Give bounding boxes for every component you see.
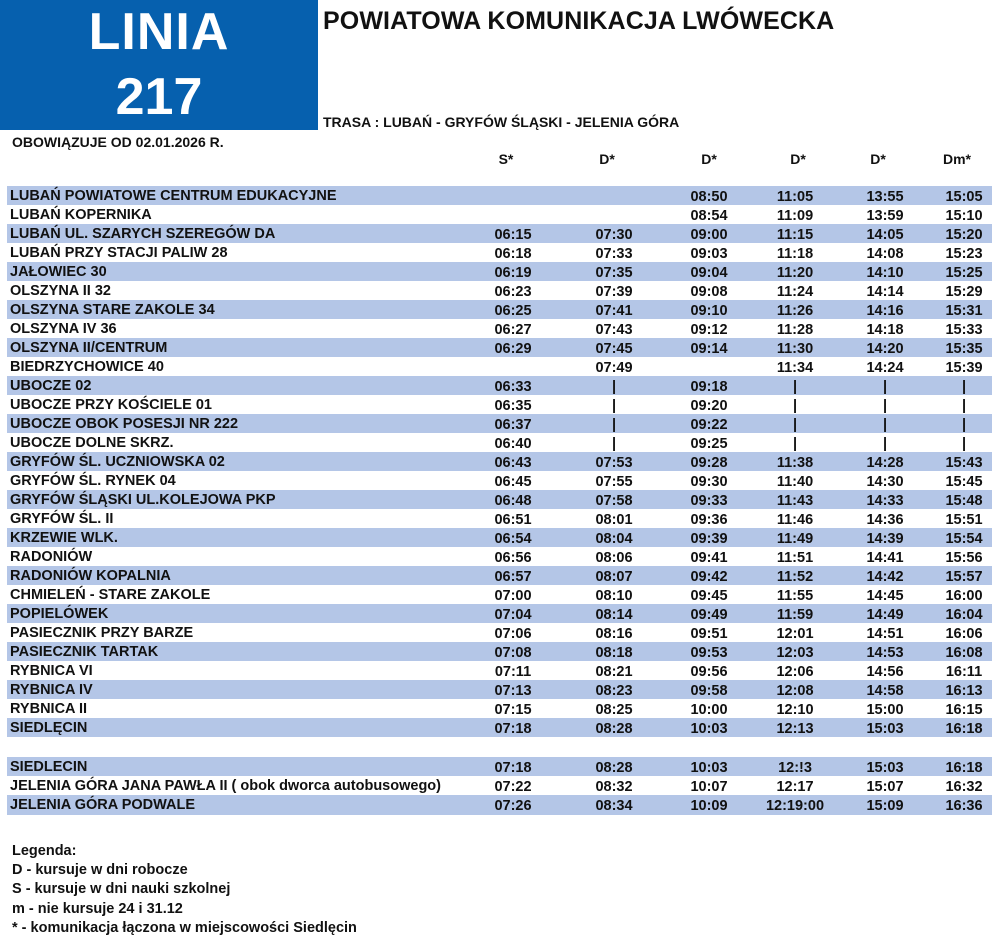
departure-time: 07:49: [595, 360, 633, 377]
table-row: [7, 528, 992, 547]
departure-time: 15:48: [945, 493, 983, 510]
departure-time: 07:11: [494, 664, 532, 681]
departure-time: 15:43: [945, 455, 983, 472]
departure-time: 15:03: [866, 721, 904, 738]
departure-time: 15:45: [945, 474, 983, 491]
departure-time: 15:00: [866, 702, 904, 719]
departure-time: 09:12: [690, 322, 728, 339]
departure-time: 15:51: [945, 512, 983, 529]
departure-time: 09:39: [690, 531, 728, 548]
departure-time: 16:15: [945, 702, 983, 719]
departure-time: 13:55: [866, 189, 904, 205]
stop-name: LUBAŃ POWIATOWE CENTRUM EDUKACYJNE: [10, 188, 337, 204]
departure-time: 08:21: [595, 664, 633, 681]
departure-time: 14:53: [866, 645, 904, 662]
table-row: [7, 547, 992, 566]
departure-time: 08:16: [595, 626, 633, 643]
stop-name: GRYFÓW ŚL. II: [10, 511, 114, 528]
departure-time: 08:07: [595, 569, 633, 586]
stop-name: OLSZYNA II 32: [10, 283, 111, 300]
departure-time: 14:24: [866, 360, 904, 377]
departure-time: 14:18: [866, 322, 904, 339]
stop-name: OLSZYNA STARE ZAKOLE 34: [10, 302, 215, 319]
departure-time: 07:39: [595, 284, 633, 301]
legend: [12, 842, 357, 935]
table-row: [7, 357, 992, 376]
stop-name: RADONIÓW: [10, 549, 93, 566]
departure-time: 07:43: [595, 322, 633, 339]
departure-time: 14:45: [866, 588, 904, 605]
departure-time: 06:45: [494, 474, 532, 491]
departure-time: 07:58: [595, 493, 633, 510]
departure-time: 07:08: [494, 645, 532, 662]
table-row: [7, 414, 992, 433]
departure-time: 09:33: [690, 493, 728, 510]
departure-time: 11:43: [776, 493, 814, 510]
departure-time: 09:51: [690, 626, 728, 643]
departure-time: |: [611, 379, 617, 396]
departure-time: 12:13: [776, 721, 814, 738]
table-row: [7, 680, 992, 699]
departure-time: 15:33: [945, 322, 983, 339]
stop-name: LUBAŃ KOPERNIKA: [10, 207, 152, 224]
departure-time: 06:43: [494, 455, 532, 472]
departure-time: 14:10: [866, 265, 904, 282]
departure-time: 15:07: [866, 779, 904, 796]
departure-time: 12:03: [776, 645, 814, 662]
departure-time: 06:54: [494, 531, 532, 548]
departure-time: 16:06: [945, 626, 983, 643]
departure-time: |: [961, 417, 967, 434]
line-number-badge: [0, 0, 318, 130]
departure-time: 11:38: [776, 455, 814, 472]
table-row: [7, 642, 992, 661]
departure-time: 14:56: [866, 664, 904, 681]
stop-name: PASIECZNIK TARTAK: [10, 644, 159, 661]
table-row: [7, 471, 992, 490]
departure-time: 09:28: [690, 455, 728, 472]
departure-time: 11:40: [776, 474, 814, 491]
departure-time: 12:17: [776, 779, 814, 796]
table-row: [7, 300, 992, 319]
stop-name: SIEDLECIN: [10, 759, 88, 776]
departure-time: 16:00: [945, 588, 983, 605]
departure-time: 06:18: [494, 246, 532, 263]
departure-time: 06:35: [494, 398, 532, 415]
departure-time: 11:34: [776, 360, 814, 377]
departure-time: 10:00: [690, 702, 728, 719]
departure-time: 06:25: [494, 303, 532, 320]
stop-name: RADONIÓW KOPALNIA: [10, 568, 171, 585]
departure-time: |: [882, 436, 888, 453]
departure-time: 08:14: [595, 607, 633, 624]
departure-time: |: [882, 417, 888, 434]
departure-time: |: [961, 398, 967, 415]
departure-time: 09:49: [690, 607, 728, 624]
legend-item: * - komunikacja łączona w miejscowości Siedlęcin: [12, 919, 357, 935]
stop-name: UBOCZE PRZY KOŚCIELE 01: [10, 397, 212, 414]
departure-time: 11:28: [776, 322, 814, 339]
departure-time: 09:20: [690, 398, 728, 415]
departure-time: 09:58: [690, 683, 728, 700]
departure-time: 11:26: [776, 303, 814, 320]
table-row: [7, 376, 992, 395]
departure-time: 07:53: [595, 455, 633, 472]
departure-time: |: [792, 417, 798, 434]
departure-time: 09:53: [690, 645, 728, 662]
departure-time: 06:48: [494, 493, 532, 510]
departure-time: 09:22: [690, 417, 728, 434]
departure-time: 15:57: [945, 569, 983, 586]
departure-time: 14:20: [866, 341, 904, 358]
departure-time: 06:40: [494, 436, 532, 453]
valid-from-label: OBOWIĄZUJE OD 02.01.2026 R.: [12, 134, 224, 150]
departure-time: 07:04: [494, 607, 532, 624]
departure-time: 14:51: [866, 626, 904, 643]
departure-time: 15:31: [945, 303, 983, 320]
departure-time: 16:36: [945, 798, 983, 815]
departure-time: 07:22: [494, 779, 532, 796]
departure-time: 08:54: [690, 208, 728, 225]
departure-time: 11:24: [776, 284, 814, 301]
departure-time: 07:00: [494, 588, 532, 605]
table-row: [7, 338, 992, 357]
departure-time: 15:35: [945, 341, 983, 358]
departure-time: 07:55: [595, 474, 633, 491]
departure-time: 12:19:00: [765, 798, 825, 815]
departure-time: 14:08: [866, 246, 904, 263]
departure-time: 15:20: [945, 227, 983, 244]
departure-time: 08:34: [595, 798, 633, 815]
departure-time: 14:36: [866, 512, 904, 529]
departure-time: 06:37: [494, 417, 532, 434]
departure-time: |: [792, 379, 798, 396]
stop-name: LUBAŃ UL. SZARYCH SZEREGÓW DA: [10, 226, 276, 243]
table-row: [7, 566, 992, 585]
departure-time: 12:!3: [778, 760, 812, 777]
table-row: [7, 186, 992, 205]
stop-name: POPIELÓWEK: [10, 606, 109, 623]
stop-name: JELENIA GÓRA PODWALE: [10, 797, 196, 814]
table-row: [7, 395, 992, 414]
departure-time: 11:55: [776, 588, 814, 605]
stop-name: JAŁOWIEC 30: [10, 264, 107, 281]
departure-time: 11:52: [776, 569, 814, 586]
departure-time: 08:06: [595, 550, 633, 567]
table-row: [7, 623, 992, 642]
departure-time: 07:13: [494, 683, 532, 700]
departure-time: 06:51: [494, 512, 532, 529]
departure-time: 07:18: [494, 721, 532, 738]
departure-time: 09:41: [690, 550, 728, 567]
departure-time: 14:41: [866, 550, 904, 567]
departure-time: 07:33: [595, 246, 633, 263]
departure-time: 09:03: [690, 246, 728, 263]
departure-time: 06:29: [494, 341, 532, 358]
departure-time: 16:18: [945, 760, 983, 777]
departure-time: |: [882, 398, 888, 415]
departure-time: 06:23: [494, 284, 532, 301]
departure-time: 09:00: [690, 227, 728, 244]
departure-time: 07:45: [595, 341, 633, 358]
departure-time: 07:30: [595, 227, 633, 244]
departure-time: 15:03: [866, 760, 904, 777]
stop-name: LUBAŃ PRZY STACJI PALIW 28: [10, 245, 228, 262]
column-header: Dm*: [942, 151, 971, 167]
departure-time: 11:51: [776, 550, 814, 567]
departure-time: 10:03: [690, 721, 728, 738]
departure-time: 14:49: [866, 607, 904, 624]
departure-time: |: [961, 436, 967, 453]
departure-time: 08:25: [595, 702, 633, 719]
column-header: D*: [599, 151, 615, 167]
departure-time: 14:16: [866, 303, 904, 320]
table-row: [7, 604, 992, 623]
departure-time: 16:04: [945, 607, 983, 624]
stop-name: SIEDLĘCIN: [10, 720, 88, 737]
departure-time: 09:08: [690, 284, 728, 301]
table-row: [7, 776, 992, 795]
departure-time: 14:33: [866, 493, 904, 510]
timetable: [7, 186, 992, 815]
departure-time: 07:06: [494, 626, 532, 643]
table-gap: [7, 737, 992, 757]
table-row: [7, 757, 992, 776]
departure-time: 06:19: [494, 265, 532, 282]
departure-time: 09:30: [690, 474, 728, 491]
departure-time: 06:56: [494, 550, 532, 567]
stop-name: KRZEWIE WLK.: [10, 530, 118, 547]
departure-time: 08:50: [690, 189, 728, 205]
line-label: LINIA: [88, 3, 230, 61]
departure-time: |: [611, 398, 617, 415]
departure-time: 09:10: [690, 303, 728, 320]
departure-time: |: [611, 417, 617, 434]
departure-time: 08:28: [595, 721, 633, 738]
departure-time: 14:58: [866, 683, 904, 700]
departure-time: 09:18: [690, 379, 728, 396]
stop-name: RYBNICA VI: [10, 663, 93, 680]
departure-time: 07:41: [595, 303, 633, 320]
departure-time: 16:08: [945, 645, 983, 662]
stop-name: OLSZYNA II/CENTRUM: [10, 340, 168, 357]
table-row: [7, 224, 992, 243]
departure-time: |: [611, 436, 617, 453]
departure-time: 11:15: [776, 227, 814, 244]
departure-time: 14:28: [866, 455, 904, 472]
table-row: [7, 319, 992, 338]
departure-time: 06:27: [494, 322, 532, 339]
table-row: [7, 433, 992, 452]
departure-time: 10:09: [690, 798, 728, 815]
stop-name: CHMIELEŃ - STARE ZAKOLE: [10, 587, 211, 604]
departure-time: |: [792, 436, 798, 453]
stop-name: PASIECZNIK PRZY BARZE: [10, 625, 194, 642]
departure-time: 15:10: [945, 208, 983, 225]
departure-time: 09:14: [690, 341, 728, 358]
departure-time: 11:09: [776, 208, 814, 225]
table-row: [7, 452, 992, 471]
stop-name: GRYFÓW ŚL. UCZNIOWSKA 02: [10, 454, 225, 471]
departure-time: 07:26: [494, 798, 532, 815]
departure-time: 12:10: [776, 702, 814, 719]
departure-time: 07:18: [494, 760, 532, 777]
departure-time: 09:56: [690, 664, 728, 681]
departure-time: 09:42: [690, 569, 728, 586]
stop-name: GRYFÓW ŚLĄSKI UL.KOLEJOWA PKP: [10, 492, 276, 509]
departure-time: 11:05: [776, 189, 814, 205]
column-headers: [0, 150, 1000, 168]
legend-title: Legenda:: [12, 843, 77, 859]
departure-time: 09:04: [690, 265, 728, 282]
departure-time: 14:14: [866, 284, 904, 301]
column-header: D*: [790, 151, 806, 167]
departure-time: 08:28: [595, 760, 633, 777]
line-number: 217: [115, 68, 203, 126]
departure-time: |: [792, 398, 798, 415]
table-row: [7, 795, 992, 814]
departure-time: 14:05: [866, 227, 904, 244]
departure-time: 16:32: [945, 779, 983, 796]
stop-name: UBOCZE DOLNE SKRZ.: [10, 435, 174, 452]
departure-time: 11:30: [776, 341, 814, 358]
departure-time: 15:56: [945, 550, 983, 567]
departure-time: 08:23: [595, 683, 633, 700]
table-row: [7, 281, 992, 300]
departure-time: 14:42: [866, 569, 904, 586]
stop-name: OLSZYNA IV 36: [10, 321, 117, 338]
stop-name: UBOCZE OBOK POSESJI NR 222: [10, 416, 239, 433]
departure-time: 07:15: [494, 702, 532, 719]
departure-time: 10:07: [690, 779, 728, 796]
stop-name: RYBNICA II: [10, 701, 88, 718]
table-row: [7, 490, 992, 509]
departure-time: 12:08: [776, 683, 814, 700]
departure-time: 06:57: [494, 569, 532, 586]
departure-time: 07:35: [595, 265, 633, 282]
column-header: S*: [498, 151, 514, 167]
stop-name: UBOCZE 02: [10, 378, 92, 395]
departure-time: 08:01: [595, 512, 633, 529]
departure-time: 09:45: [690, 588, 728, 605]
departure-time: 06:15: [494, 227, 532, 244]
departure-time: 15:23: [945, 246, 983, 263]
table-row: [7, 661, 992, 680]
stop-name: JELENIA GÓRA JANA PAWŁA II ( obok dworca autobusowego): [10, 778, 441, 795]
departure-time: 15:39: [945, 360, 983, 377]
departure-time: 11:46: [776, 512, 814, 529]
departure-time: 09:25: [690, 436, 728, 453]
table-row: [7, 205, 992, 224]
departure-time: 14:39: [866, 531, 904, 548]
departure-time: |: [882, 379, 888, 396]
stop-name: GRYFÓW ŚL. RYNEK 04: [10, 473, 176, 490]
legend-item: m - nie kursuje 24 i 31.12: [12, 900, 183, 917]
departure-time: 11:49: [776, 531, 814, 548]
table-row: [7, 699, 992, 718]
table-row: [7, 718, 992, 737]
table-row: [7, 585, 992, 604]
departure-time: |: [961, 379, 967, 396]
departure-time: 14:30: [866, 474, 904, 491]
departure-time: 08:10: [595, 588, 633, 605]
column-header: D*: [870, 151, 886, 167]
departure-time: 15:54: [945, 531, 983, 548]
departure-time: 13:59: [866, 208, 904, 225]
company-title: POWIATOWA KOMUNIKACJA LWÓWECKA: [323, 7, 835, 35]
column-header: D*: [701, 151, 717, 167]
departure-time: 16:18: [945, 721, 983, 738]
route-label: TRASA : LUBAŃ - GRYFÓW ŚLĄSKI - JELENIA GÓRA: [323, 114, 680, 130]
departure-time: 11:20: [776, 265, 814, 282]
stop-name: RYBNICA IV: [10, 682, 93, 699]
departure-time: 08:32: [595, 779, 633, 796]
departure-time: 10:03: [690, 760, 728, 777]
departure-time: 16:13: [945, 683, 983, 700]
departure-time: 16:11: [945, 664, 983, 681]
departure-time: 15:09: [866, 798, 904, 815]
stop-name: BIEDRZYCHOWICE 40: [10, 359, 164, 376]
table-row: [7, 262, 992, 281]
departure-time: 08:04: [595, 531, 633, 548]
table-row: [7, 243, 992, 262]
departure-time: 08:18: [595, 645, 633, 662]
legend-item: S - kursuje w dni nauki szkolnej: [12, 881, 231, 898]
departure-time: 12:01: [776, 626, 814, 643]
departure-time: 12:06: [776, 664, 814, 681]
departure-time: 15:29: [945, 284, 983, 301]
departure-time: 09:36: [690, 512, 728, 529]
departure-time: 15:25: [945, 265, 983, 282]
departure-time: 11:18: [776, 246, 814, 263]
legend-item: D - kursuje w dni robocze: [12, 862, 188, 879]
departure-time: 11:59: [776, 607, 814, 624]
table-row: [7, 509, 992, 528]
departure-time: 15:05: [945, 189, 983, 205]
departure-time: 06:33: [494, 379, 532, 396]
